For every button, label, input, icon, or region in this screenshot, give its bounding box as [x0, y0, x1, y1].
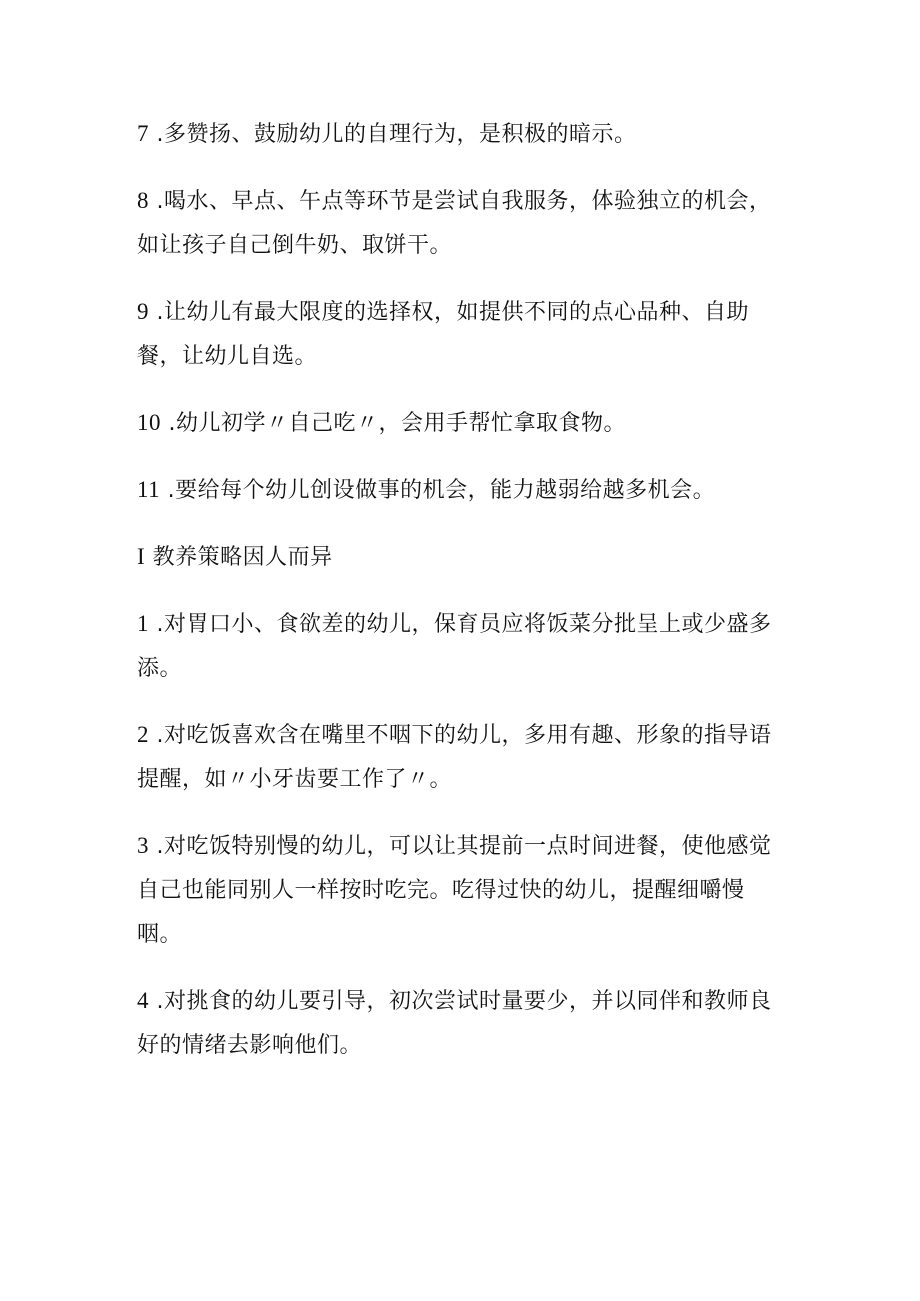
item-text: .让幼儿有最大限度的选择权，如提供不同的点心品种、自助餐，让幼儿自选。 — [137, 300, 749, 369]
list-item — [137, 979, 787, 1068]
list-item — [137, 468, 787, 513]
item-text: .喝水、早点、午点等环节是尝试自我服务，体验独立的机会，如让孩子自己倒牛奶、取饼干。 — [137, 189, 772, 258]
item-number: 3 — [137, 833, 149, 858]
item-number: 4 — [137, 988, 149, 1013]
section-heading — [137, 535, 787, 580]
item-text: .对吃饭喜欢含在嘴里不咽下的幼儿，多用有趣、形象的指导语提醒，如〃小牙齿要工作了〃。 — [137, 723, 772, 792]
section-heading-text: 教养策略因人而异 — [145, 545, 333, 570]
item-text: .对挑食的幼儿要引导，初次尝试时量要少，并以同伴和教师良好的情绪去影响他们。 — [137, 989, 772, 1058]
list-item — [137, 112, 787, 157]
document-body — [137, 112, 787, 1090]
list-item — [137, 290, 787, 379]
item-number: 10 — [137, 410, 161, 435]
list-item — [137, 401, 787, 446]
section-heading-number: I — [137, 544, 146, 569]
item-number: 8 — [137, 188, 149, 213]
item-text: .多赞扬、鼓励幼儿的自理行为，是积极的暗示。 — [149, 122, 637, 147]
list-item — [137, 713, 787, 802]
list-item — [137, 602, 787, 691]
item-text: .幼儿初学〃自己吃〃，会用手帮忙拿取食物。 — [161, 411, 626, 436]
list-item — [137, 824, 787, 957]
item-number: 9 — [137, 299, 149, 324]
item-text: .对胃口小、食欲差的幼儿，保育员应将饭菜分批呈上或少盛多添。 — [137, 612, 772, 681]
list-item — [137, 179, 787, 268]
item-number: 11 — [137, 477, 161, 502]
item-number: 1 — [137, 611, 149, 636]
item-number: 2 — [137, 722, 149, 747]
item-number: 7 — [137, 121, 149, 146]
item-text: .对吃饭特别慢的幼儿，可以让其提前一点时间进餐，使他感觉自己也能同别人一样按时吃完。吃得过快的幼儿，提醒细嚼慢咽。 — [137, 834, 772, 947]
item-text: .要给每个幼儿创设做事的机会，能力越弱给越多机会。 — [160, 478, 716, 503]
